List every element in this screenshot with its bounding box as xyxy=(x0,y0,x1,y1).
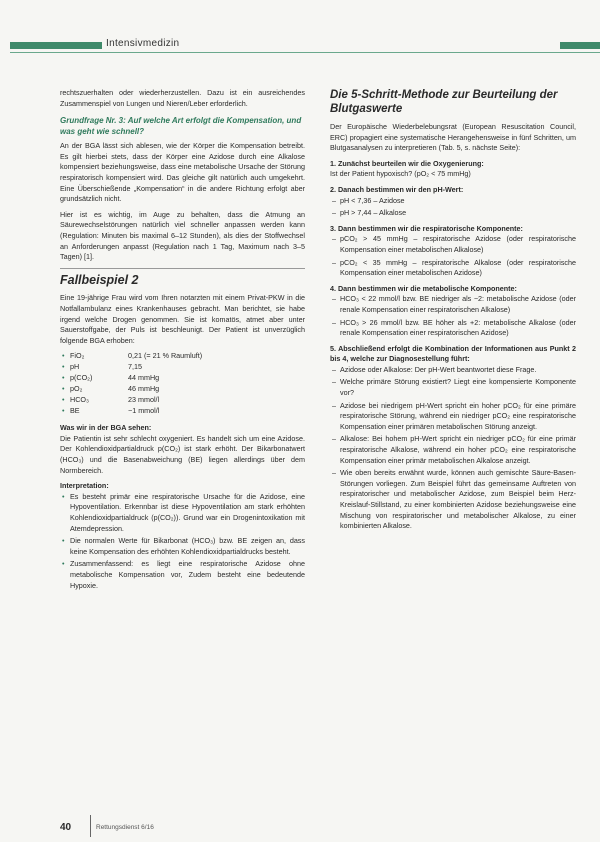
bga-heading: Was wir in der BGA sehen: xyxy=(60,423,152,433)
footer-source: Rettungsdienst 6/16 xyxy=(96,824,154,831)
interpretation-heading: Interpretation: xyxy=(60,481,109,491)
list-item: • Die normalen Werte für Bikarbonat (HCO₃) bzw. BE zeigen an, dass keine Kompensation des erhöhten Kohlendioxidpartialdrucks besteht. xyxy=(70,536,305,557)
bga-values xyxy=(60,351,305,417)
step-1: 1. Zunächst beurteilen wir die Oxygenierung: Ist der Patient hypoxisch? (pO₂ < 75 mmHg) xyxy=(330,158,484,179)
step-3: 3. Dann bestimmen wir die respiratorische Komponente: – pCO₂ > 45 mmHg – respiratorische Azidose (oder respiratorische Kompensation einer metabolischen Alkalose) – pCO₂ < 35 mmHg – respiratorische Alkalose (oder respiratorische Kompensation einer metabolischen Azidose) xyxy=(330,224,576,279)
header-bar-left xyxy=(10,42,102,49)
compensation-paragraph: An der BGA lässt sich ablesen, wie der Körper die Kompensation betreibt. Es gilt hierbei stets, dass der Körper eine Azidose durch eine Alkalose kompensiert beziehungsweise, dass eine metabolische Ursache der Störung respiratorisch kompensiert wird. Das gleiche gilt natürlich auch umgekehrt. Eine Überschießende „Kompensation“ in die andere Richtung erfolgt aber grundsätzlich nicht. xyxy=(60,141,305,204)
case-title: Fallbeispiel 2 xyxy=(60,272,139,287)
value-row: • BE −1 mmol/l xyxy=(70,406,305,417)
bga-text: Die Patientin ist sehr schlecht oxygeniert. Es handelt sich um eine Azidose. Der Kohlendioxidpartialdruck p(CO₂) ist stark erhöht. Der Bikarbonatwert (HCO₃) und die Basenabweichung (BE) liegen allerdings über dem Normbereich. xyxy=(60,433,305,475)
step-5: 5. Abschließend erfolgt die Kombination der Informationen aus Punkt 2 bis 4, welche zur Diagnosestellung führt: – Azidose oder Alkalose: Der pH-Wert beantwortet diese Frage. – Welche primäre Störung existiert? Liegt eine kompensierte Komponente vor? – Azidose bei niedrigem pH-Wert spricht ein hoher pCO₂ für eine primäre respiratorische Störung, während ein niedriger pCO₂ eine respiratorische Kompensation einer primären metabolischen Störung anzeigt. – Alkalose: Bei hohem pH-Wert spricht ein niedriger pCO₂ für eine primär respiratorische Alkalose, während ein hoher pCO₂ eine respiratorische Kompensation einer primär metabolischen Alkalose anzeigt. – Wie oben bereits erwähnt wurde, können auch gemischte Säure-Basen-Störungen vorliegen. Zum Beispiel führt das gemeinsame Auftreten von respiratorischer und metabolischer Azidose, zum Beispiel beim Herz-Kreislauf-Stillstand, zu einer kombinierten Azidose beziehungsweise eine Mischung von respiratorischer und metabolischer Alkalose, zu einer kombinierten Alkalose. xyxy=(330,344,576,532)
steps-list xyxy=(330,159,576,532)
method-title: Die 5-Schritt-Methode zur Beurteilung der Blutgaswerte xyxy=(330,89,558,115)
section-title: Intensivmedizin xyxy=(106,38,180,49)
timing-paragraph: Hier ist es wichtig, im Auge zu behalten, dass die Atmung an Säurewechselstörungen natürlich viel schneller anpassen werden kann (Regulation: Minuten bis maximal 6–12 Stunden), als dies der Stoffwechsel an Anforderungen anpasst (Regulation nach 1 Tag, Maximum nach 3–5 Tagen) [1]. xyxy=(60,209,305,262)
list-item: • Zusammenfassend: es liegt eine respiratorische Azidose ohne metabolische Kompensation vor, Zudem besteht eine bedeutende Hypoxie. xyxy=(70,559,305,591)
step-4: 4. Dann bestimmen wir die metabolische Komponente: – HCO₃ < 22 mmol/l bzw. BE niedriger als −2: metabolische Azidose (oder renale Kompensation einer respiratorischen Alkalose) – HCO₃ > 26 mmol/l bzw. BE höher als +2: metabolische Alkalose (oder renale Kompensation einer respiratorischen Azidose) xyxy=(330,284,576,339)
interpretation-list xyxy=(60,492,305,591)
value-row: • pO₂ 46 mmHg xyxy=(70,384,305,395)
value-row: • p(CO₂) 44 mmHg xyxy=(70,373,305,384)
page-number: 40 xyxy=(60,822,72,833)
left-column xyxy=(60,88,305,596)
case-text: Eine 19-jährige Frau wird vom Ihren notarzten mit einem Privat-PKW in die Notfallambulanz eines Krankenhauses gebracht. Man berichtet, sie habe irgend welche Drogen genommen. Sie ist komatös, atmet aber unter Sauerstoffgabe, der Puls ist beschleunigt. Der Patient ist unverzüglich folgende BGA erhoben: xyxy=(60,293,305,345)
footer-rule xyxy=(90,815,91,837)
method-intro: Der Europäische Wiederbelebungsrat (European Resuscitation Council, ERC) propagiert eine systematische Herangehensweise in fünf Schritten, um Blutgasanalysen zu interpretieren (Tab. 5, s. nächste Seite): xyxy=(330,122,576,153)
list-item: • Es besteht primär eine respiratorische Ursache für die Azidose, eine Hypoventilation. Erkennbar ist diese Hypoventilation am stark erhöhten Kohlendioxidpartialdruck (p(CO₂)). Grund war ein Drogenintoxikation mit Atemdepression. xyxy=(70,492,305,534)
header-rule xyxy=(10,52,600,53)
intro-paragraph: rechtszuerhalten oder wiederherzustellen. Dazu ist ein ausreichendes Zusammenspiel von Lungen und Nieren/Leber erforderlich. xyxy=(60,88,305,108)
header-bar-right xyxy=(560,42,600,49)
value-row: • FiO₂ 0,21 (= 21 % Raumluft) xyxy=(70,351,305,362)
value-row: • HCO₃ 23 mmol/l xyxy=(70,395,305,406)
value-row: • pH 7,15 xyxy=(70,362,305,373)
step-2: 2. Danach bestimmen wir den pH-Wert: – pH < 7,36 – Azidose – pH > 7,44 – Alkalose xyxy=(330,185,576,219)
question-heading: Grundfrage Nr. 3: Auf welche Art erfolgt die Kompensation, und was geht wie schnell? xyxy=(60,116,302,137)
right-column xyxy=(330,88,576,537)
divider xyxy=(60,268,305,269)
